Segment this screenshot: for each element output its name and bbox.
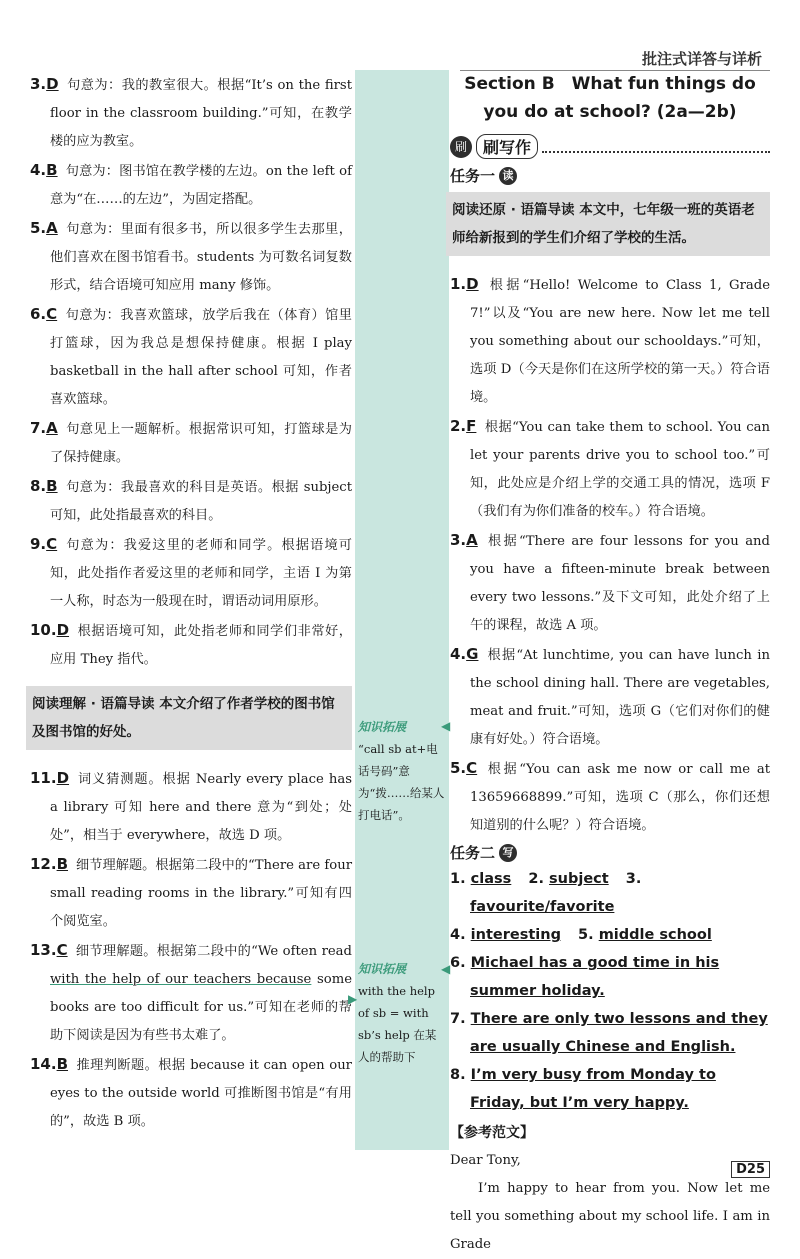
practice-heading <box>450 134 770 159</box>
fill-line: 7. There are only two lessons and they are usually Chinese and English. <box>450 1011 768 1055</box>
answer-item: 11.D 词义猜测题。根据 Nearly every place has a library 可知 here and there 意为“到处；处处”，相当于 everywhere，故选 D 项。 <box>30 769 352 843</box>
answer-item: 13.C 细节理解题。根据第二段中的“We often read with the help of our teachers because some books are too difficult for us.”可知在老师的帮助下阅读是因为有些书太难了。 <box>30 941 353 1043</box>
page-number: D25 <box>731 1161 770 1178</box>
answer-item: 1.D 根据“Hello! Welcome to Class 1, Grade 7!”以及“You are new here. Now let me tell you something about our schooldays.”可知，选项 D（今天是你们在这所学校的第一天。）符合语境。 <box>450 275 770 405</box>
reading-guide-box <box>26 686 352 750</box>
guide-text: 本文介绍了作者学校的图书馆及图书馆的好处。 <box>32 696 335 740</box>
highlighted-phrase: with the help of our teachers because <box>50 972 312 987</box>
guide-text: 本文中，七年级一班的英语老师给新报到的学生们介绍了学校的生活。 <box>452 202 755 246</box>
note-text: “call sb at+电话号码”意为“拨……给某人打电话”。 <box>358 742 445 822</box>
task-two-heading: 任务二 写 <box>450 842 770 863</box>
answer-item: 3.D 句意为：我的教室很大。根据“It’s on the first floor in the classroom building.”可知，在教学楼的应为教室。 <box>30 75 352 149</box>
task-one-heading: 任务一 读 <box>450 165 770 186</box>
arrow-left-icon: ◀ <box>441 962 451 976</box>
note-title: 知识拓展 <box>358 720 407 734</box>
essay-salutation: Dear Tony, <box>450 1153 521 1168</box>
essay-body: I’m happy to hear from you. Now let me tell you something about my school life. I am in Grade <box>450 1181 770 1252</box>
answer-item: 14.B 推理判断题。根据 because it can open our eyes to the outside world 可推断图书馆是“有用的”，故选 B 项。 <box>30 1055 352 1129</box>
answer-item: 3.A 根据“There are four lessons for you and you have a fifteen-minute break between every two lessons.”及下文可知，此处介绍了上午的课程，故选 A 项。 <box>450 531 770 633</box>
left-column <box>30 70 352 1136</box>
answer-item: 2.F 根据“You can take them to school. You can let your parents drive you to school too.”可知，此处应是介绍上学的交通工具的情况，选项 F（我们有为你们准备的校车。）符合语境。 <box>450 417 770 519</box>
fill-answers <box>450 865 770 1117</box>
write-badge-icon: 写 <box>499 844 517 862</box>
answer-item: 4.G 根据“At lunchtime, you can have lunch in the school dining hall. There are vegetables, meat and fruit.”可知，选项 G（它们对你们的健康有好处。）符合语境。 <box>450 645 770 747</box>
fill-line: 1. class 2. subject 3. favourite/favorite <box>450 871 642 915</box>
dotted-rule <box>542 150 770 153</box>
note-text: with the help of sb = with sb’s help 在某人的帮助下 <box>358 984 437 1064</box>
reading-guide-box <box>446 192 770 256</box>
answer-item: 8.B 句意为：我最喜欢的科目是英语。根据 subject 可知，此处指最喜欢的科目。 <box>30 477 352 523</box>
answer-item: 6.C 句意为：我喜欢篮球，放学后我在（体育）馆里打篮球，因为我总是想保持健康。根据 I play basketball in the hall after school 可知，作者喜欢篮球。 <box>30 305 352 407</box>
guide-title: 阅读理解 · 语篇导读 <box>32 696 155 712</box>
header-title: 批注式详答与详析 <box>641 50 762 68</box>
brush-icon: 刷 <box>450 136 472 158</box>
answer-item: 7.A 句意见上一题解析。根据常识可知，打篮球是为了保持健康。 <box>30 419 352 465</box>
section-title: Section B What fun things do you do at school? (2a—2b) <box>464 74 756 122</box>
margin-note-help <box>358 958 446 1068</box>
answer-item: 9.C 句意为：我爱这里的老师和同学。根据语境可知，此处指作者爱这里的老师和同学，主语 I 为第一人称，时态为一般现在时，谓语动词用原形。 <box>30 535 352 609</box>
margin-note-call <box>358 716 446 826</box>
answers-reading <box>30 764 352 1136</box>
read-badge-icon: 读 <box>499 167 517 185</box>
fill-line: 4. interesting 5. middle school <box>450 927 712 943</box>
guide-title: 阅读还原 · 语篇导读 <box>452 202 575 218</box>
arrow-right-icon: ◀ <box>441 719 451 733</box>
fill-line: 8. I’m very busy from Monday to Friday, but I’m very happy. <box>450 1067 716 1111</box>
answer-item: 10.D 根据语境可知，此处指老师和同学们非常好，应用 They 指代。 <box>30 621 352 667</box>
note-title: 知识拓展 <box>358 962 407 976</box>
answers-cloze <box>30 70 352 674</box>
answer-item: 12.B 细节理解题。根据第二段中的“There are four small reading rooms in the library.”可知有四个阅览室。 <box>30 855 352 929</box>
fill-line: 6. Michael has a good time in his summer holiday. <box>450 955 720 999</box>
answer-item: 5.A 句意为：里面有很多书，所以很多学生去那里，他们喜欢在图书馆看书。students 为可数名词复数形式，结合语境可知应用 many 修饰。 <box>30 219 352 293</box>
arrow-marker-icon: ▶ <box>348 992 358 1006</box>
answers-restore <box>450 270 770 840</box>
essay-heading: 【参考范文】 <box>450 1125 534 1141</box>
answer-item: 5.C 根据“You can ask me now or call me at 13659668899.”可知，选项 C（那么，你们还想知道别的什么呢？）符合语境。 <box>450 759 770 833</box>
answer-item: 4.B 句意为：图书馆在教学楼的左边。on the left of 意为“在……的左边”，为固定搭配。 <box>30 161 352 207</box>
right-column <box>450 70 770 1259</box>
practice-label: 刷写作 <box>476 134 538 159</box>
